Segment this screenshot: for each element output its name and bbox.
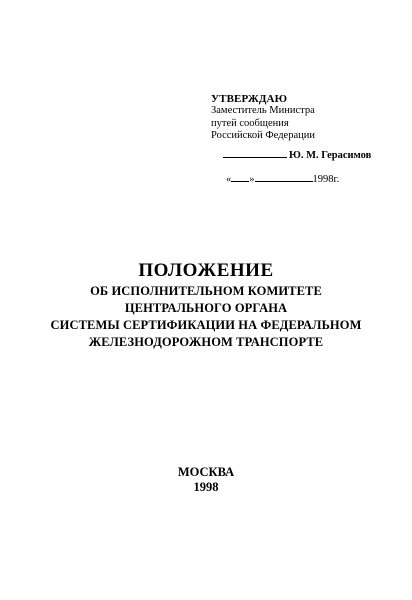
approval-position-line-1: Заместитель Министра: [211, 105, 315, 116]
imprint-year: 1998: [193, 480, 219, 494]
date-line: [226, 172, 339, 185]
date-open-quote: «: [226, 174, 232, 185]
document-subtitle-line-1: ОБ ИСПОЛНИТЕЛЬНОМ КОМИТЕТЕ: [90, 284, 322, 298]
document-title: ПОЛОЖЕНИЕ: [138, 260, 274, 281]
signatory-name: Ю. М. Герасимов: [289, 150, 372, 161]
approval-position-line-3: Российской Федерации: [211, 130, 315, 141]
date-close-quote: »: [249, 174, 255, 185]
title-block: [20, 260, 392, 351]
imprint-block: [0, 465, 412, 495]
approval-position-line-2: путей сообщения: [211, 117, 289, 129]
signature-line: [223, 148, 371, 161]
approval-block: [211, 93, 401, 143]
imprint-city: МОСКВА: [177, 465, 235, 479]
date-month-blank: [255, 172, 313, 182]
document-subtitle-line-4: ЖЕЛЕЗНОДОРОЖНОМ ТРАНСПОРТЕ: [88, 335, 324, 349]
date-day-blank: [231, 172, 249, 182]
date-year: 1998г.: [312, 174, 340, 185]
signature-blank: [223, 148, 287, 158]
document-subtitle-line-3: СИСТЕМЫ СЕРТИФИКАЦИИ НА ФЕДЕРАЛЬНОМ: [50, 318, 362, 332]
approval-heading: УТВЕРЖДАЮ: [211, 93, 288, 105]
document-subtitle-line-2: ЦЕНТРАЛЬНОГО ОРГАНА: [124, 301, 288, 315]
